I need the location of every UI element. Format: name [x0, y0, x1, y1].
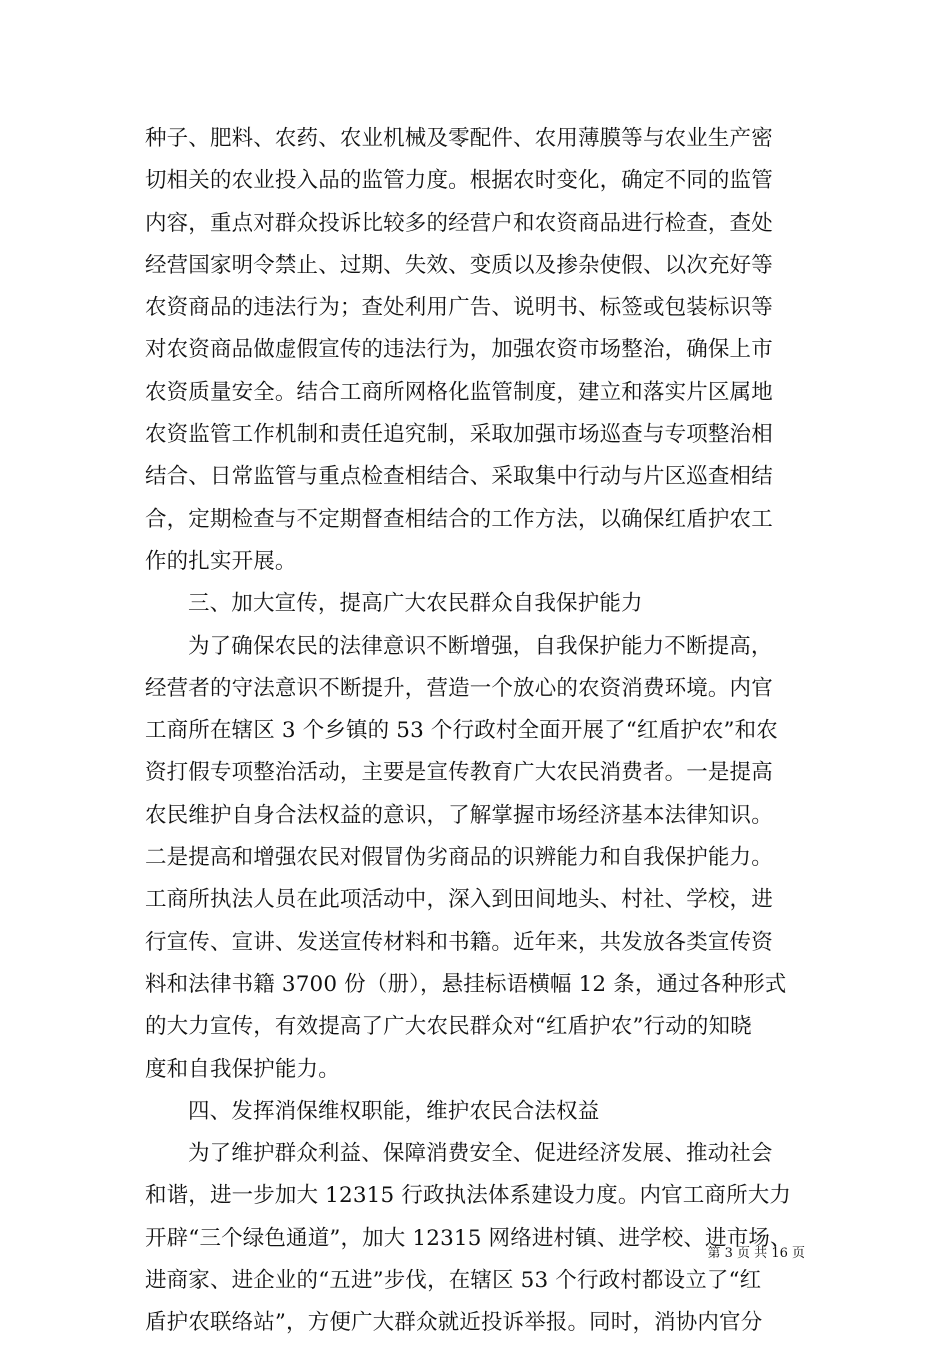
- body-text: [145, 118, 815, 1345]
- text-line: 农民维护自身合法权益的意识，了解掌握市场经济基本法律知识。: [145, 802, 773, 828]
- text-line: 合，定期检查与不定期督查相结合的工作方法，以确保红盾护农工: [145, 506, 773, 532]
- text-line: 种子、肥料、农药、农业机械及零配件、农用薄膜等与农业生产密: [145, 126, 773, 151]
- text-line: 对农资商品做虚假宣传的违法行为，加强农资市场整治，确保上市: [145, 337, 773, 363]
- text-line: 农资监管工作机制和责任追究制，采取加强市场巡查与专项整治相: [145, 422, 773, 448]
- text-line: 为了确保农民的法律意识不断增强，自我保护能力不断提高，: [188, 633, 773, 659]
- text-line: 工商所执法人员在此项活动中，深入到田间地头、村社、学校，进: [145, 887, 773, 913]
- text-line: 二是提高和增强农民对假冒伪劣商品的识辨能力和自我保护能力。: [145, 845, 773, 871]
- page-number: 第 3 页 共 16 页: [707, 1246, 805, 1261]
- text-line: 切相关的农业投入品的监管力度。根据农时变化，确定不同的监管: [145, 168, 773, 194]
- text-line: 农资商品的违法行为；查处利用广告、说明书、标签或包装标识等: [145, 295, 773, 321]
- text-line: 工商所在辖区 3 个乡镇的 53 个行政村全面开展了“红盾护农”和农: [145, 718, 778, 744]
- text-line: 进商家、进企业的“五进”步伐，在辖区 53 个行政村都设立了“红: [145, 1268, 762, 1294]
- text-line: 四、发挥消保维权职能，维护农民合法权益: [188, 1098, 600, 1124]
- text-line: 作的扎实开展。: [145, 548, 297, 574]
- text-line: 农资质量安全。结合工商所网格化监管制度，建立和落实片区属地: [145, 379, 773, 405]
- text-line: 经营国家明令禁止、过期、失效、变质以及掺杂使假、以次充好等: [145, 252, 773, 278]
- text-line: 度和自我保护能力。: [145, 1056, 340, 1082]
- text-line: 盾护农联络站”，方便广大群众就近投诉举报。同时，消协内官分: [145, 1310, 763, 1336]
- text-line: 经营者的守法意识不断提升，营造一个放心的农资消费环境。内官: [145, 675, 773, 701]
- text-line: 内容，重点对群众投诉比较多的经营户和农资商品进行检查，查处: [145, 210, 773, 236]
- text-line: 资打假专项整治活动，主要是宣传教育广大农民消费者。一是提高: [145, 760, 773, 786]
- text-line: 为了维护群众利益、保障消费安全、促进经济发展、推动社会: [188, 1141, 773, 1167]
- text-line: 行宣传、宣讲、发送宣传材料和书籍。近年来，共发放各类宣传资: [145, 929, 773, 955]
- text-line: 料和法律书籍 3700 份（册），悬挂标语横幅 12 条，通过各种形式: [145, 971, 787, 997]
- text-line: 和谐，进一步加大 12315 行政执法体系建设力度。内官工商所大力: [145, 1183, 792, 1209]
- text-line: 三、加大宣传，提高广大农民群众自我保护能力: [188, 591, 643, 617]
- text-line: 开辟“三个绿色通道”，加大 12315 网络进村镇、进学校、进市场、: [145, 1225, 792, 1251]
- text-line: 的大力宣传，有效提高了广大农民群众对“红盾护农”行动的知晓: [145, 1014, 752, 1040]
- text-line: 结合、日常监管与重点检查相结合、采取集中行动与片区巡查相结: [145, 464, 773, 490]
